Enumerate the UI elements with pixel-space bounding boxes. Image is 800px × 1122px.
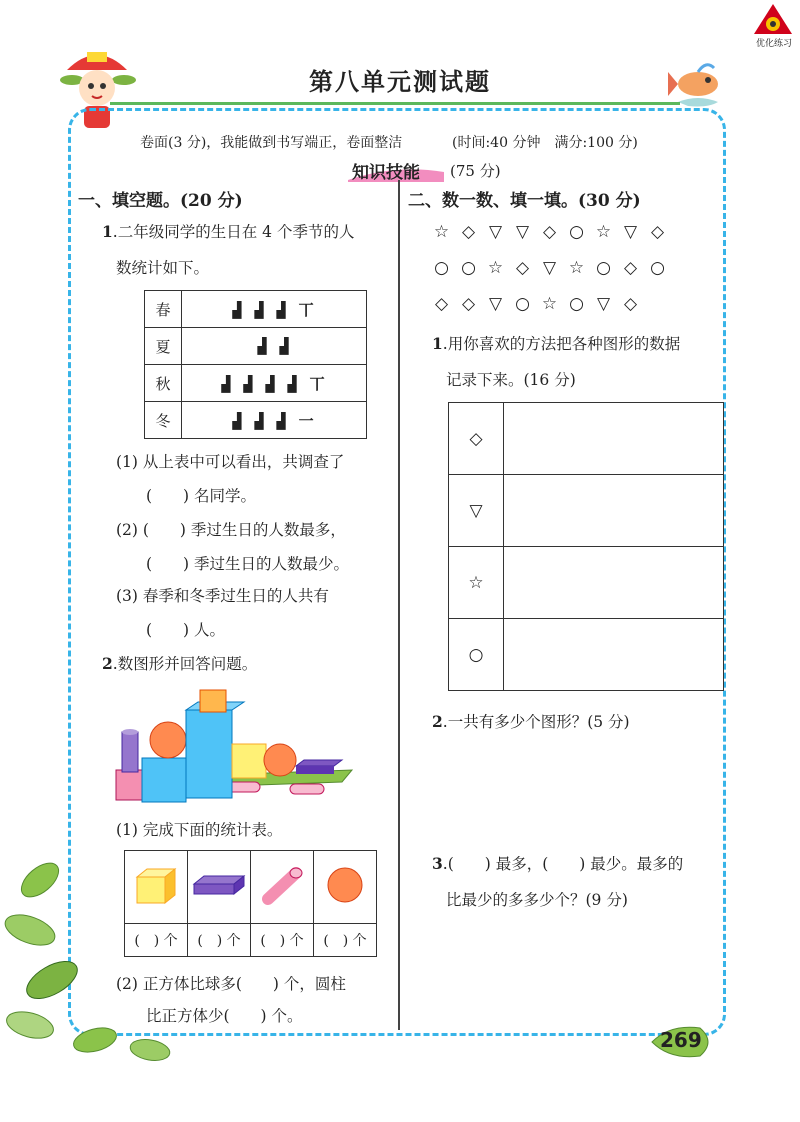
- q1-stem-line1: 1.二年级同学的生日在 4 个季节的人: [102, 222, 355, 241]
- q1-stem-line2: 数统计如下。: [116, 259, 210, 277]
- q1-sub2-line1[interactable]: (2) ( ) 季过生日的人数最多，: [116, 521, 346, 539]
- table-row: [449, 619, 724, 691]
- shape-symbol: ○: [650, 258, 665, 278]
- logo-text: 优化练习: [756, 39, 793, 49]
- shape-symbol: ☆: [541, 294, 558, 314]
- q1-sub3-line2[interactable]: ( ) 人。: [146, 621, 226, 639]
- shape-symbol: ▽: [515, 222, 530, 242]
- table-row: 春 ▟ ▟ ▟ 丅: [145, 291, 367, 328]
- section-1-heading: 一、填空题。(20 分): [78, 191, 243, 211]
- publisher-logo: [752, 2, 794, 36]
- r-q2-number: 2: [432, 712, 443, 731]
- shape-symbol: ▽: [488, 294, 503, 314]
- page-title: 第八单元测试题: [309, 68, 491, 96]
- ball-count[interactable]: ( ) 个: [314, 924, 377, 957]
- cuboid-count[interactable]: ( ) 个: [188, 924, 251, 957]
- table-row: 秋 ▟ ▟ ▟ ▟ 丅: [145, 365, 367, 402]
- q1-sub2-line2[interactable]: ( ) 季过生日的人数最少。: [146, 555, 350, 573]
- shape-symbol: ◇: [542, 222, 557, 242]
- birthday-tally-table: [144, 290, 367, 439]
- shape-row-2: [428, 258, 671, 278]
- shape-symbol: ☆: [433, 222, 450, 242]
- r-q3-stem-line2: 比最少的多多少个？(9 分): [446, 891, 628, 909]
- cylinder-count[interactable]: ( ) 个: [251, 924, 314, 957]
- cylinder-icon: [260, 865, 304, 905]
- q1-sub1-line1: (1) 从上表中可以看出，共调查了: [116, 453, 345, 471]
- cuboid-icon: [192, 870, 246, 900]
- record-cell[interactable]: [504, 475, 724, 547]
- r-q3-number: 3: [432, 854, 443, 873]
- symbol-cell: ☆: [449, 547, 504, 619]
- shape-row-1: [428, 222, 671, 242]
- r-q1-number: 1: [432, 334, 443, 353]
- record-cell[interactable]: [504, 403, 724, 475]
- section-2-heading: 二、数一数、填一填。(30 分): [408, 191, 641, 211]
- table-row: [449, 547, 724, 619]
- shape-symbol: ▽: [488, 222, 503, 242]
- table-row: 冬 ▟ ▟ ▟ 一: [145, 402, 367, 439]
- shape-symbol: ▽: [542, 258, 557, 278]
- r-q1-stem-line2: 记录下来。(16 分): [446, 371, 576, 389]
- neatness-note: 卷面(3 分)，我能做到书写端正，卷面整洁: [140, 135, 403, 151]
- shape-symbol: ◇: [434, 294, 449, 314]
- q1-sub1-line2[interactable]: ( ) 名同学。: [146, 487, 257, 505]
- q2-sub2-line2[interactable]: 比正方体少( ) 个。: [146, 1007, 303, 1025]
- symbol-cell: ▽: [449, 475, 504, 547]
- r-q1-stem-line1: 1.用你喜欢的方法把各种图形的数据: [432, 334, 681, 353]
- shape-symbol: ◇: [515, 258, 530, 278]
- section-badge: 知识技能: [352, 163, 420, 183]
- symbol-cell: ○: [449, 619, 504, 691]
- shape-symbol: ◇: [650, 222, 665, 242]
- shape-symbol: ○: [569, 294, 584, 314]
- shape-symbol: ○: [596, 258, 611, 278]
- q2-sub2-line1[interactable]: (2) 正方体比球多( ) 个，圆柱: [116, 975, 346, 993]
- column-divider: [398, 180, 400, 1030]
- shape-symbol: ◇: [623, 294, 638, 314]
- r-q3-stem-line1: 3.( ) 最多，( ) 最少。最多的: [432, 854, 684, 873]
- title-underline: [110, 102, 680, 105]
- table-row: 夏 ▟ ▟: [145, 328, 367, 365]
- ball-cell: [314, 851, 377, 924]
- shape-symbol: ◇: [623, 258, 638, 278]
- symbol-cell: ◇: [449, 403, 504, 475]
- q2-stem: 2.数图形并回答问题。: [102, 654, 258, 673]
- shape-symbol: ☆: [568, 258, 585, 278]
- leaves-decoration: [0, 840, 180, 1070]
- shape-symbol: ▽: [596, 294, 611, 314]
- table-row: [449, 403, 724, 475]
- shape-symbol: ☆: [595, 222, 612, 242]
- shape-symbol: ☆: [487, 258, 504, 278]
- ball-icon: [325, 865, 365, 905]
- shape-symbol: ○: [461, 258, 476, 278]
- building-blocks-image: [112, 684, 362, 804]
- q1-sub3-line1: (3) 春季和冬季过生日的人共有: [116, 587, 329, 605]
- shape-record-table: [448, 402, 724, 691]
- q2-number: 2: [102, 654, 113, 673]
- table-row: [449, 475, 724, 547]
- page-number: 269: [660, 1028, 702, 1052]
- section-score: (75 分): [450, 162, 501, 180]
- q1-number: 1: [102, 222, 113, 241]
- shape-row-3: [428, 294, 644, 314]
- r-q2-stem: 2.一共有多少个图形？(5 分): [432, 712, 630, 731]
- shape-symbol: ○: [434, 258, 449, 278]
- shape-symbol: ◇: [461, 222, 476, 242]
- shape-symbol: ○: [569, 222, 584, 242]
- q2-sub1: (1) 完成下面的统计表。: [116, 821, 283, 839]
- record-cell[interactable]: [504, 547, 724, 619]
- record-cell[interactable]: [504, 619, 724, 691]
- cylinder-cell: [251, 851, 314, 924]
- shape-symbol: ◇: [461, 294, 476, 314]
- time-limit: (时间:40 分钟 满分:100 分): [452, 135, 638, 151]
- shape-symbol: ○: [515, 294, 530, 314]
- cube-count[interactable]: ( ) 个: [125, 924, 188, 957]
- shape-symbol: ▽: [623, 222, 638, 242]
- cuboid-cell: [188, 851, 251, 924]
